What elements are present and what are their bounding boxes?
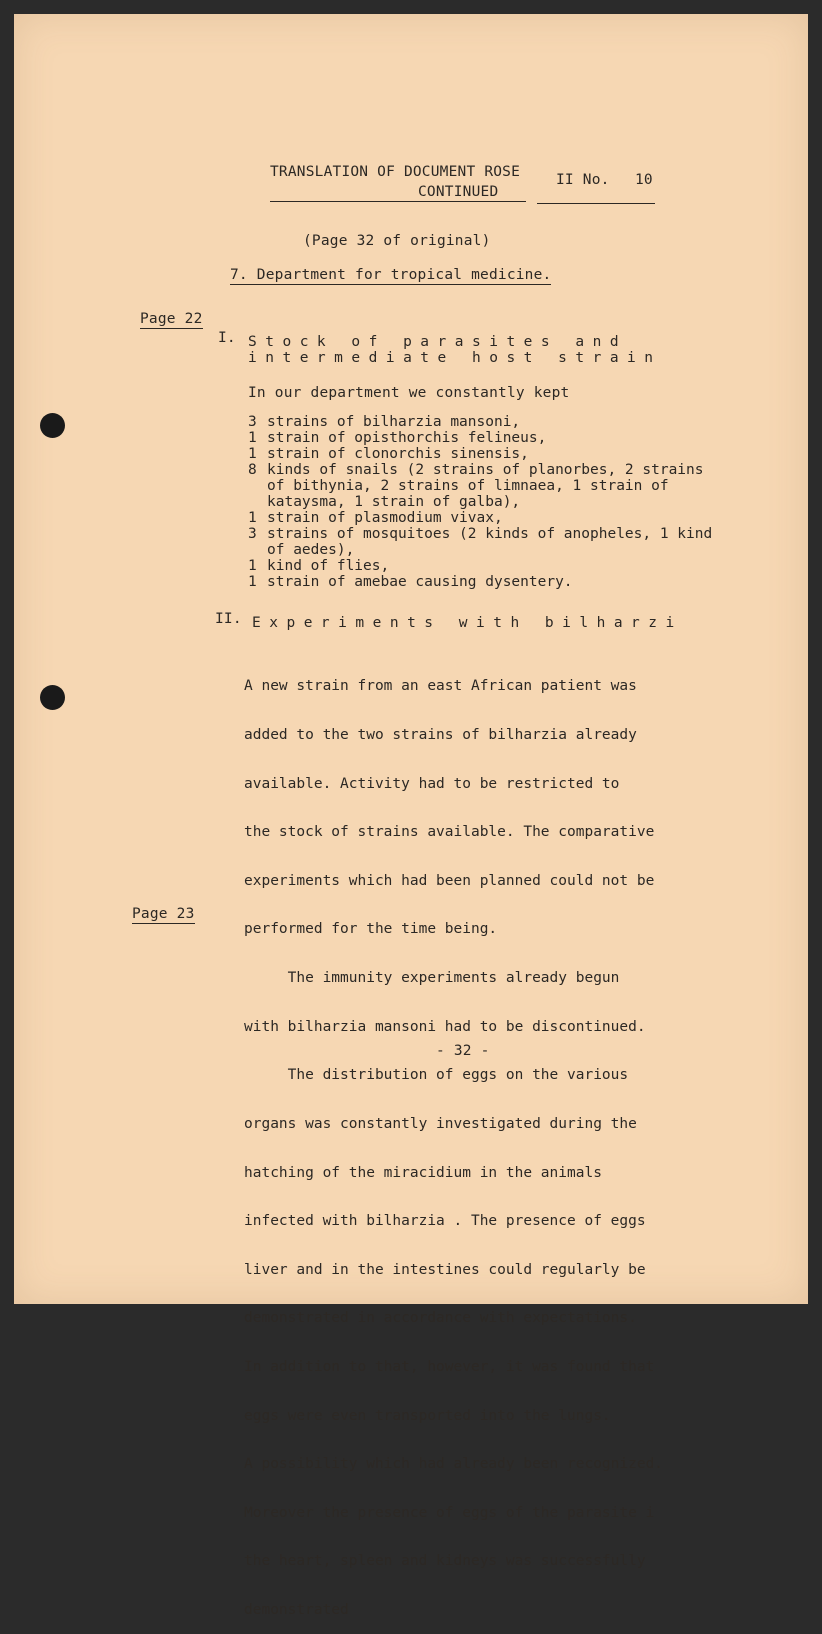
body-line: demonstrated [244, 1601, 349, 1618]
margin-page-22: Page 22 [140, 311, 203, 327]
document-number: 10 [635, 172, 653, 188]
section-1-heading-line-2: intermediate host strain [248, 350, 662, 366]
body-line: added to the two strains of bilharzia already [244, 727, 637, 744]
body-line: organs was constantly investigated during the [244, 1115, 637, 1132]
body-line: experiments which had been planned could not be [244, 872, 655, 889]
body-line: Moreover the presence of eggs of the parasite i [244, 1504, 655, 1521]
punch-hole-top [40, 413, 65, 438]
header-underline-right [537, 203, 655, 204]
body-line: performed for the time being. [244, 921, 498, 938]
header-title: TRANSLATION OF DOCUMENT ROSE [270, 164, 521, 180]
stock-list [248, 414, 727, 590]
body-line: A new strain from an east African patient was [244, 678, 637, 695]
body-line: infected with bilharzia . The presence of eggs [244, 1213, 646, 1230]
body-line: The immunity experiments already begun [244, 970, 620, 987]
body-line: A possibility which had already been recognized. [244, 1456, 664, 1473]
section-1-intro: In our department we constantly kept [248, 385, 570, 401]
section-1-heading-line-1: Stock of parasites and [248, 334, 628, 350]
body-line: hatching of the miracidium in the animals [244, 1164, 602, 1181]
section-2-body [244, 646, 663, 1634]
list-item: 3 strains of bilharzia mansoni, [248, 414, 521, 430]
original-page-reference: (Page 32 of original) [303, 233, 491, 249]
margin-page-23: Page 23 [132, 906, 195, 922]
page-number: - 32 - [436, 1043, 490, 1059]
section-2-heading: Experiments with bilharzi [252, 615, 683, 631]
header-underline-left [270, 201, 526, 202]
body-line: liver and in the intestines could regularly be [244, 1261, 646, 1278]
section-2-numeral: II. [215, 611, 242, 627]
document-number-label: II No. [556, 172, 610, 188]
body-line: eggs were even transported into the lungs. [244, 1407, 611, 1424]
section-1-numeral: I. [218, 330, 236, 346]
header-subtitle: CONTINUED [418, 184, 499, 200]
list-item: 1 strain of opisthorchis felineus, [248, 430, 547, 446]
body-line: The distribution of eggs on the various [244, 1067, 629, 1084]
punch-hole-bottom [40, 685, 65, 710]
body-line: available. Activity had to be restricted to [244, 775, 620, 792]
body-line: demonstrated in accordance with expectations. [244, 1310, 637, 1327]
body-line: the heart, spleen and kidneys was successfully [244, 1553, 646, 1570]
list-item: 1 kind of flies, [248, 558, 390, 574]
body-line: the stock of strains available. The comparative [244, 824, 655, 841]
body-line: with bilharzia mansoni had to be discontinued. [244, 1018, 646, 1035]
list-item: 8 kinds of snails (2 strains of planorbes, 2 strains of bithynia, 2 strains of limnaea, 1 strain of kataysma, 1 strain of galba), [248, 462, 704, 510]
list-item: 1 strain of plasmodium vivax, [248, 510, 503, 526]
section-title: 7. Department for tropical medicine. [230, 267, 552, 283]
list-item: 1 strain of clonorchis sinensis, [248, 446, 529, 462]
body-line: In addition to that, however, it was found that [244, 1358, 655, 1375]
list-item: 3 strains of mosquitoes (2 kinds of anopheles, 1 kind of aedes), [248, 526, 713, 558]
list-item: 1 strain of amebae causing dysentery. [248, 574, 573, 590]
